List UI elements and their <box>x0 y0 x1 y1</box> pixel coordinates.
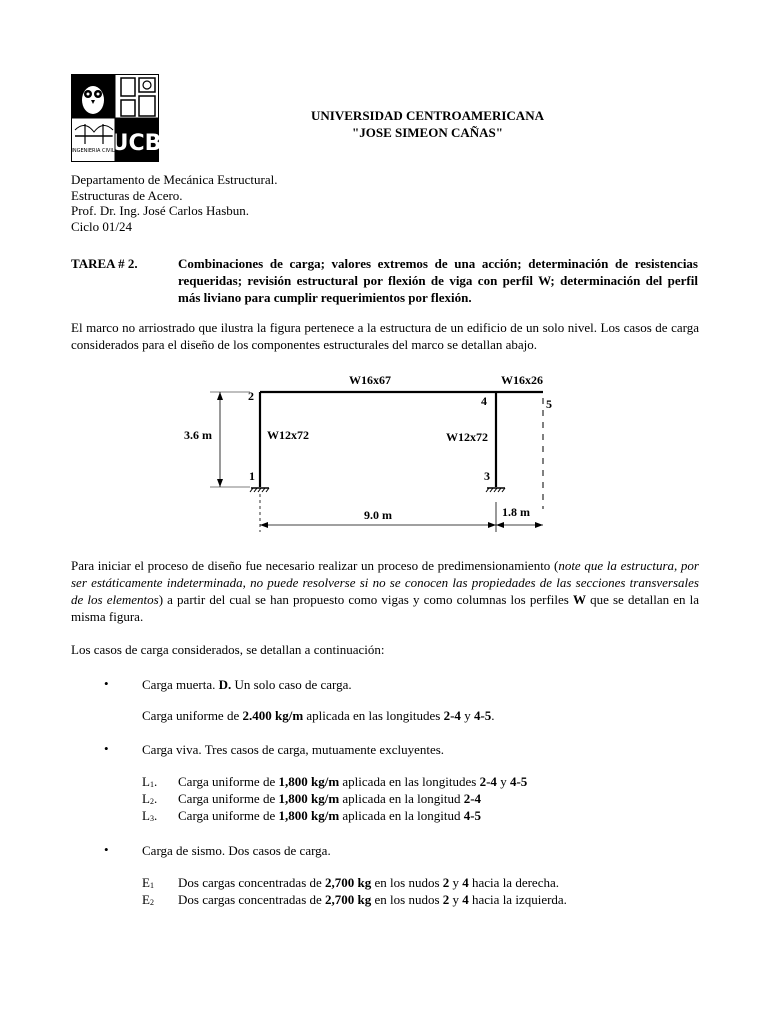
university-subtitle: "JOSE SIMEON CAÑAS" <box>352 125 503 140</box>
seismic-case-label: $E_2$ <box>142 892 154 907</box>
dead-load-line <box>142 676 352 693</box>
subject: Estructuras de Acero. <box>71 187 183 203</box>
university-logo <box>71 74 159 162</box>
seismic-case-row: $E_1$ Dos cargas concentradas de 2,700 kg en los nudos 2 y 4 hacia la derecha. <box>142 874 559 894</box>
dead-detail-e: y <box>460 708 474 723</box>
tarea-description: Combinaciones de carga; valores extremos de una acción; determinación de resistencias requeridas; revisión estructural por flexión de viga con perfil W; determinación del perfil más liviano para cumplir requerimientos por flexión. <box>178 256 698 305</box>
university-name: UNIVERSIDAD CENTROAMERICANA <box>311 108 544 123</box>
node-3: 3 <box>484 469 490 483</box>
node-2: 2 <box>248 389 254 403</box>
dead-detail-g: . <box>491 708 495 723</box>
logo-caption: INGENIERIA CIVIL <box>71 148 115 154</box>
professor: Prof. Dr. Ing. José Carlos Hasbun. <box>71 203 250 218</box>
live-load-line: Carga viva. Tres casos de carga, mutuamente excluyentes. <box>142 742 445 757</box>
seismic-case-row: $E_2$ Dos cargas concentradas de 2,700 kg en los nudos 2 y 4 hacia la izquierda. <box>142 891 567 911</box>
live-case-label: $L_2$. <box>142 791 158 806</box>
node-4: 4 <box>481 394 487 408</box>
design-text-italic: note que la estructura, por ser estáticamente indeterminada, no puede resolverse si no se conocen las propiedades de las secciones transversales de los elementos <box>71 558 699 607</box>
bullet-live: • <box>104 741 109 756</box>
intro-paragraph: El marco no arriostrado que ilustra la figura pertenece a la estructura de un edificio de un solo nivel. Los casos de carga considerados para el diseño de los componentes estructurales del marco se detallan abajo. <box>71 320 699 352</box>
dead-detail-a: Carga uniforme de <box>142 708 243 723</box>
dead-load-label: Carga muerta. <box>142 677 219 692</box>
bullet-dead: • <box>104 676 109 691</box>
live-case-row: $L_3$. Carga uniforme de 1,800 kg/m aplicada en la longitud 4-5 <box>142 807 481 827</box>
node-5: 5 <box>546 397 552 411</box>
dead-load-symbol: D. <box>218 677 232 692</box>
node-1: 1 <box>249 469 255 483</box>
dead-detail-value: 2.400 kg/m <box>242 708 304 723</box>
department: Departamento de Mecánica Estructural. <box>71 172 278 187</box>
live-case-label: $L_3$. <box>142 808 158 823</box>
live-case-row: $L_1$. Carga uniforme de 1,800 kg/m aplicada en las longitudes 2-4 y 4-5 <box>142 773 527 793</box>
cycle: Ciclo 01/24 <box>71 218 133 234</box>
design-text-after: ) a partir del cual se han propuesto como vigas y como columnas los perfiles <box>158 592 573 607</box>
dead-load-desc: Un solo caso de carga. <box>231 677 352 692</box>
dead-detail-span2: 4-5 <box>473 708 492 723</box>
frame-diagram <box>170 364 570 544</box>
bullet-seismic: • <box>104 842 109 857</box>
course-info <box>71 172 277 234</box>
height-label: 3.6 m <box>184 428 212 442</box>
design-paragraph <box>71 557 699 625</box>
dead-detail-span1: 2-4 <box>443 708 461 723</box>
design-text-w: W <box>572 592 586 607</box>
cases-intro: Los casos de carga considerados, se detallan a continuación: <box>71 642 385 657</box>
column-right-label: W12x72 <box>446 430 488 444</box>
column-left-label: W12x72 <box>267 428 309 442</box>
beam-right-label: W16x26 <box>501 373 543 387</box>
logo-letters: UCB <box>110 131 159 156</box>
seismic-load-line: Carga de sismo. Dos casos de carga. <box>142 843 331 858</box>
cantilever-label: 1.8 m <box>502 505 530 519</box>
design-text-before: Para iniciar el proceso de diseño fue necesario realizar un proceso de predimensionamiento ( <box>71 558 559 573</box>
beam-left-label: W16x67 <box>349 373 391 387</box>
seismic-case-label: $E_1$ <box>142 875 154 890</box>
design-text-end: que se detallan en la misma figura. <box>71 592 699 624</box>
tarea-label: TAREA # 2. <box>71 256 138 271</box>
live-case-row: $L_2$. Carga uniforme de 1,800 kg/m aplicada en la longitud 2-4 <box>142 790 481 810</box>
live-case-label: $L_1$. <box>142 774 158 789</box>
span-label: 9.0 m <box>364 508 392 522</box>
dead-load-detail <box>142 707 495 724</box>
dead-detail-c: aplicada en las longitudes <box>303 708 444 723</box>
